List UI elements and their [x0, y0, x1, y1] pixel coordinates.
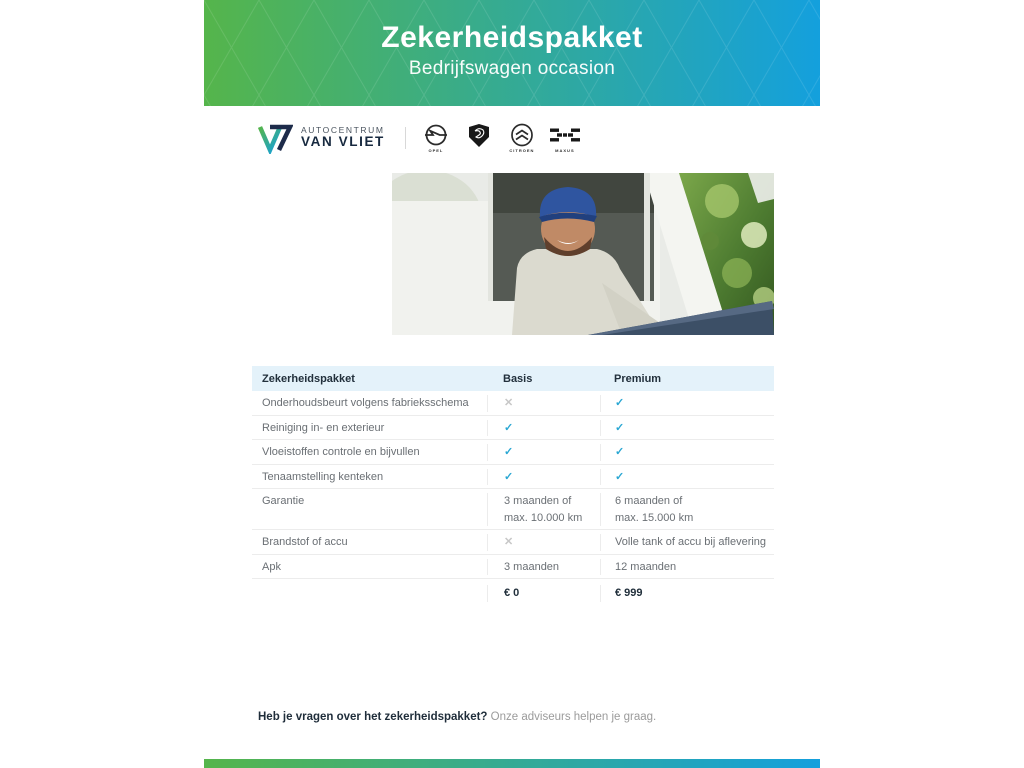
price-value: € 999: [600, 585, 774, 602]
table-row: [252, 530, 774, 555]
dealer-name: [301, 126, 385, 150]
check-icon: ✓: [600, 469, 774, 486]
check-icon: ✓: [600, 444, 774, 461]
cell-text: 3 maanden: [487, 559, 600, 576]
dealer-name-top: AUTOCENTRUM: [301, 124, 385, 135]
table-row: [252, 489, 774, 530]
cross-icon: ✕: [487, 534, 600, 551]
cell-text: Volle tank of accu bij aflevering: [600, 534, 774, 551]
cell-text: 6 maanden of max. 15.000 km: [600, 493, 774, 526]
footer-question-rest: Onze adviseurs helpen je graag.: [490, 711, 657, 723]
header-zekerheidspakket: Zekerheidspakket: [262, 372, 355, 385]
divider: [405, 127, 406, 149]
cell-text: 3 maanden of max. 10.000 km: [487, 493, 600, 526]
dealer-logo-row: [257, 119, 579, 157]
table-header: [252, 366, 774, 391]
row-label: Garantie: [262, 495, 305, 507]
row-label: Onderhoudsbeurt volgens fabrieksschema: [262, 397, 469, 409]
bottom-gradient-bar: [204, 759, 820, 768]
table-row: [252, 416, 774, 441]
header-banner: [204, 0, 820, 106]
brand-maxus: [551, 123, 579, 153]
check-icon: ✓: [600, 420, 774, 437]
peugeot-logo-icon: [468, 123, 490, 148]
page-subtitle: Bedrijfswagen occasion: [408, 58, 616, 79]
table-row: [252, 391, 774, 416]
header-premium: Premium: [614, 372, 662, 385]
price-value: € 0: [487, 585, 600, 602]
row-label: Vloeistoffen controle en bijvullen: [262, 446, 420, 458]
check-icon: ✓: [487, 444, 600, 461]
brand-logos: [422, 123, 579, 153]
table-body: [252, 391, 774, 607]
check-icon: ✓: [600, 395, 774, 412]
table-row: [252, 465, 774, 490]
cross-icon: ✕: [487, 395, 600, 412]
citroen-logo-icon: [510, 123, 534, 147]
cell-text: 12 maanden: [600, 559, 774, 576]
maxus-logo-icon: [550, 123, 580, 147]
table-row: [252, 555, 774, 580]
row-label: Apk: [262, 560, 281, 573]
dealer-name-bottom: VAN VLIET: [301, 134, 385, 150]
check-icon: ✓: [487, 420, 600, 437]
brand-label: OPEL: [428, 148, 444, 153]
van-vliet-v7-logo-icon: [257, 122, 293, 154]
brand-label: MAXUS: [555, 148, 575, 153]
brand-citroen: [508, 123, 536, 153]
footer-question: [258, 711, 656, 723]
footer-question-bold: Heb je vragen over het zekerheidspakket?: [258, 711, 488, 723]
comparison-table: [252, 366, 774, 607]
row-label: Tenaamstelling kenteken: [262, 470, 384, 483]
van-driver-illustration: [392, 173, 774, 335]
hero-photo: [392, 173, 774, 335]
opel-logo-icon: [424, 123, 448, 147]
brand-label: CITROEN: [509, 148, 535, 153]
table-row: [252, 440, 774, 465]
row-label: Reiniging in- en exterieur: [262, 421, 385, 434]
header-basis: Basis: [503, 372, 533, 385]
brand-opel: [422, 123, 450, 153]
page-title: Zekerheidspakket: [381, 21, 643, 54]
table-row: [252, 579, 774, 607]
brand-peugeot: [465, 123, 493, 149]
row-label: Brandstof of accu: [262, 536, 348, 548]
check-icon: ✓: [487, 469, 600, 486]
